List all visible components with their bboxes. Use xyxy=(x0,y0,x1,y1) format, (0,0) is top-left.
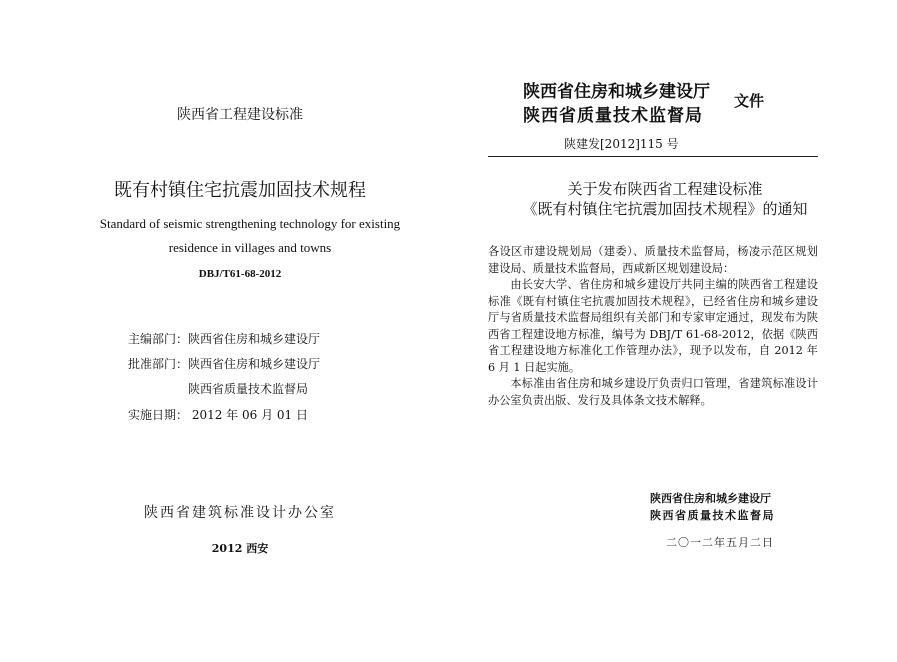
notice-body xyxy=(488,244,818,409)
header-divider xyxy=(488,156,818,157)
publication-year-place: 2012 西安 xyxy=(211,542,269,555)
standard-title-english-line2: residence in villages and towns xyxy=(168,240,332,255)
issuing-department-line1: 陕西省住房和城乡建设厅 xyxy=(523,82,710,102)
signing-date: 二〇一二年五月二日 xyxy=(666,536,774,549)
approver-department-line1: 批准部门：陕西省住房和城乡建设厅 xyxy=(128,357,321,371)
notice-title-line1: 关于发布陕西省工程建设标准 xyxy=(567,180,763,198)
body-paragraph-management: 本标准由省住房和城乡建设厅负责归口管理，省建筑标准设计办公室负责出版、发行及具体条文技术解释。 xyxy=(488,377,818,407)
standard-title-chinese: 既有村镇住宅抗震加固技术规程 xyxy=(114,180,366,201)
standard-title-english-line1: Standard of seismic strengthening technology for existing xyxy=(99,216,401,231)
document-label: 文件 xyxy=(734,92,765,110)
signer-line1: 陕西省住房和城乡建设厅 xyxy=(650,492,771,505)
standard-code: DBJ/T61-68-2012 xyxy=(198,268,282,280)
effective-date: 实施日期： 2012 年 06 月 01 日 xyxy=(128,408,308,422)
notice-page xyxy=(480,0,897,662)
issuing-department-line2: 陕西省质量技术监督局 xyxy=(523,106,703,126)
approver-department-line2: 陕西省质量技术监督局 xyxy=(188,382,309,396)
signer-line2: 陕西省质量技术监督局 xyxy=(650,509,775,522)
notice-title-line2: 《既有村镇住宅抗震加固技术规程》的通知 xyxy=(522,200,808,218)
editor-department: 主编部门：陕西省住房和城乡建设厅 xyxy=(128,332,321,346)
body-paragraph-recipients: 各设区市建设规划局（建委）、质量技术监督局，杨凌示范区规划建设局、质量技术监督局，西咸新区规划建设局： xyxy=(488,245,818,275)
document-number: 陕建发[2012]115 号 xyxy=(564,137,679,151)
publisher-office: 陕西省建筑标准设计办公室 xyxy=(144,505,336,521)
standard-series: 陕西省工程建设标准 xyxy=(177,107,303,123)
body-paragraph-announcement: 由长安大学、省住房和城乡建设厅共同主编的陕西省工程建设标准《既有村镇住宅抗震加固技术规程》，已经省住房和城乡建设厅与省质量技术监督局组织有关部门和专家审定通过，现发布为陕西省工程建设地方标准，编号为 DBJ/T 61-68-2012，依据《陕西省工程建设地方标准化工作管理办法》，现予以发布，自 2012 年 6 月 1 日起实施。 xyxy=(488,278,818,374)
